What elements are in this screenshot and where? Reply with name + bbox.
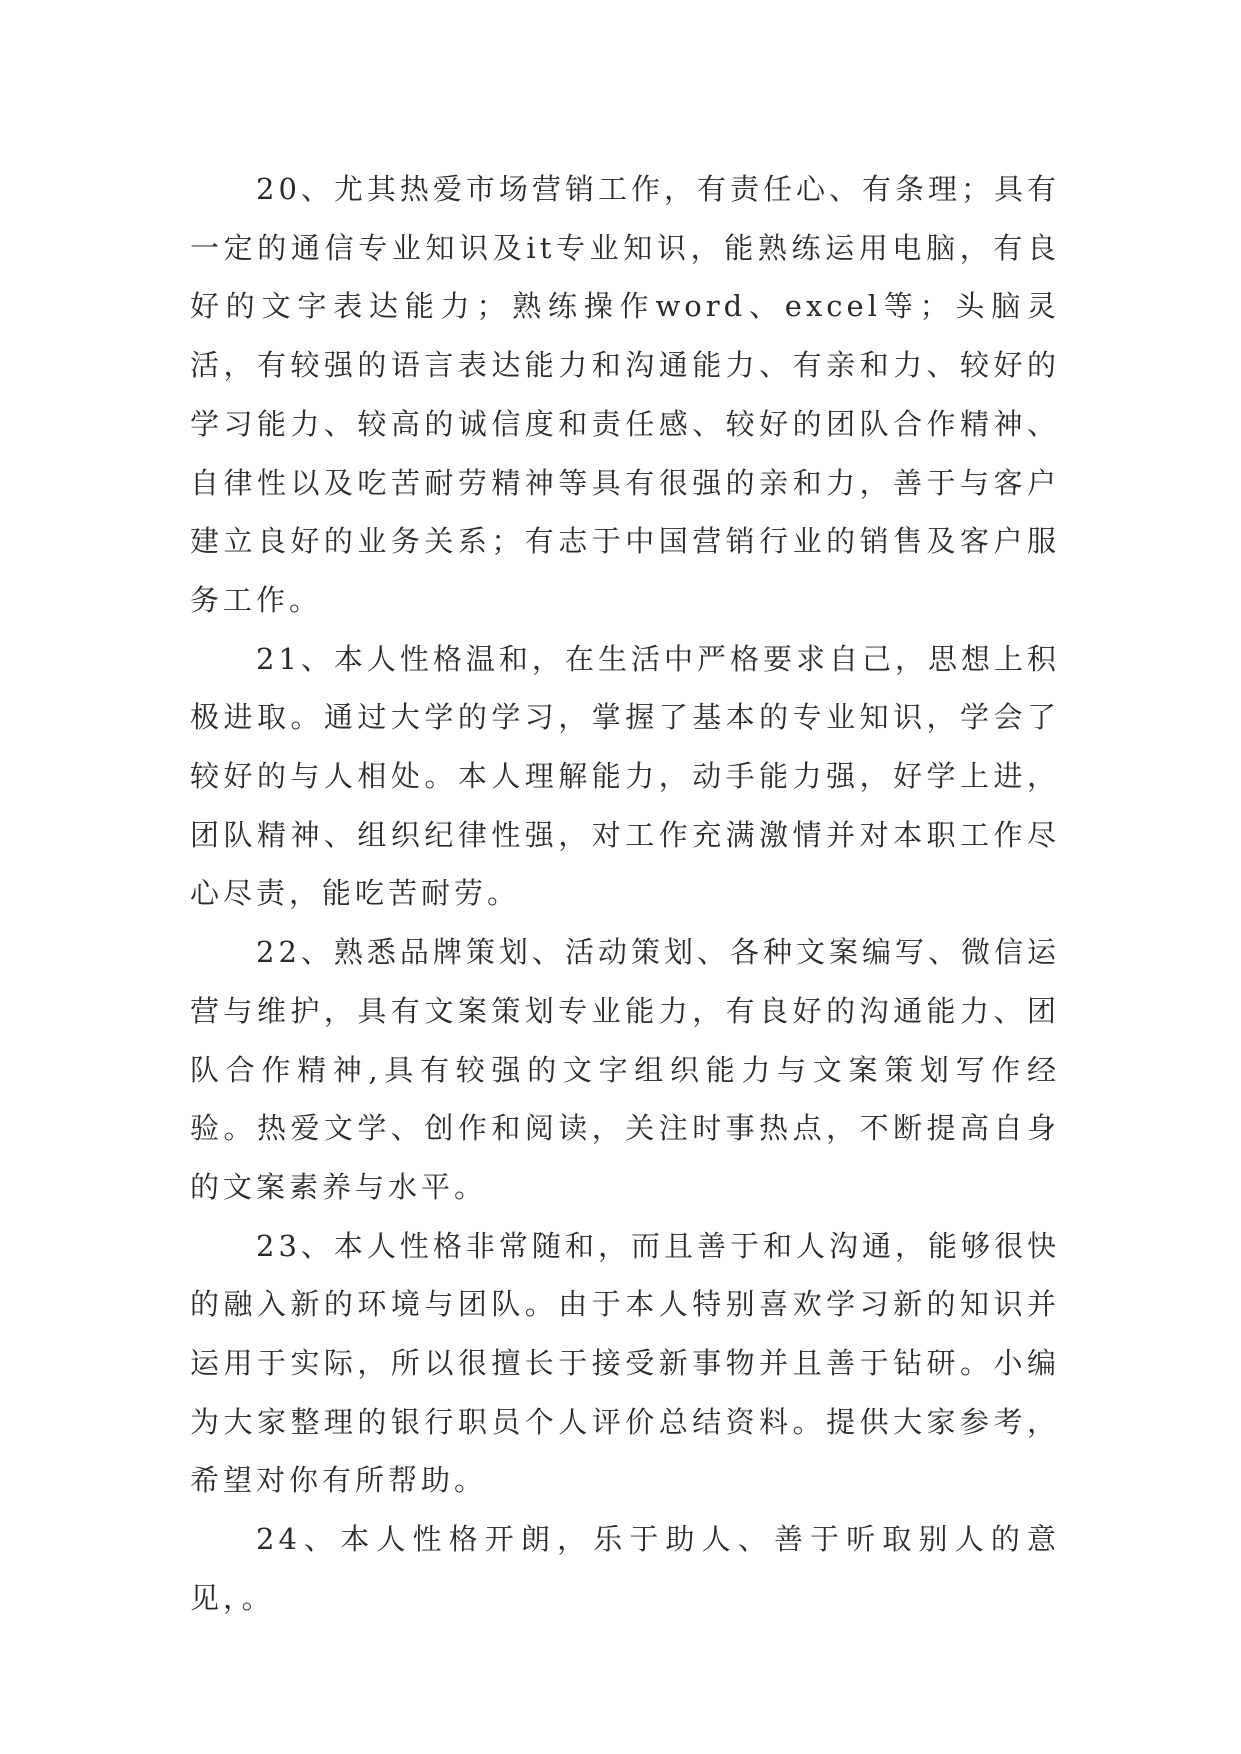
paragraph-23: 23、本人性格非常随和，而且善于和人沟通，能够很快的融入新的环境与团队。由于本人特别喜欢学习新的知识并运用于实际，所以很擅长于接受新事物并且善于钻研。小编为大家整理的银行职员个人评价总结资料。提供大家参考，希望对你有所帮助。 <box>190 1228 1060 1498</box>
document-body <box>190 160 1060 1628</box>
paragraph-24: 24、本人性格开朗，乐于助人、善于听取别人的意见，。 <box>190 1522 1060 1615</box>
paragraph-20: 20、尤其热爱市场营销工作，有责任心、有条理；具有一定的通信专业知识及it专业知识，能熟练运用电脑，有良好的文字表达能力；熟练操作word、excel等；头脑灵活，有较强的语言表达能力和沟通能力、有亲和力、较好的学习能力、较高的诚信度和责任感、较好的团队合作精神、自律性以及吃苦耐劳精神等具有很强的亲和力，善于与客户建立良好的业务关系；有志于中国营销行业的销售及客户服务工作。 <box>190 172 1060 617</box>
paragraph-21: 21、本人性格温和，在生活中严格要求自己，思想上积极进取。通过大学的学习，掌握了基本的专业知识，学会了较好的与人相处。本人理解能力，动手能力强，好学上进，团队精神、组织纪律性强，对工作充满激情并对本职工作尽心尽责，能吃苦耐劳。 <box>190 641 1060 911</box>
paragraph-22: 22、熟悉品牌策划、活动策划、各种文案编写、微信运营与维护，具有文案策划专业能力，有良好的沟通能力、团队合作精神,具有较强的文字组织能力与文案策划写作经验。热爱文学、创作和阅读，关注时事热点，不断提高自身的文案素养与水平。 <box>190 935 1060 1204</box>
